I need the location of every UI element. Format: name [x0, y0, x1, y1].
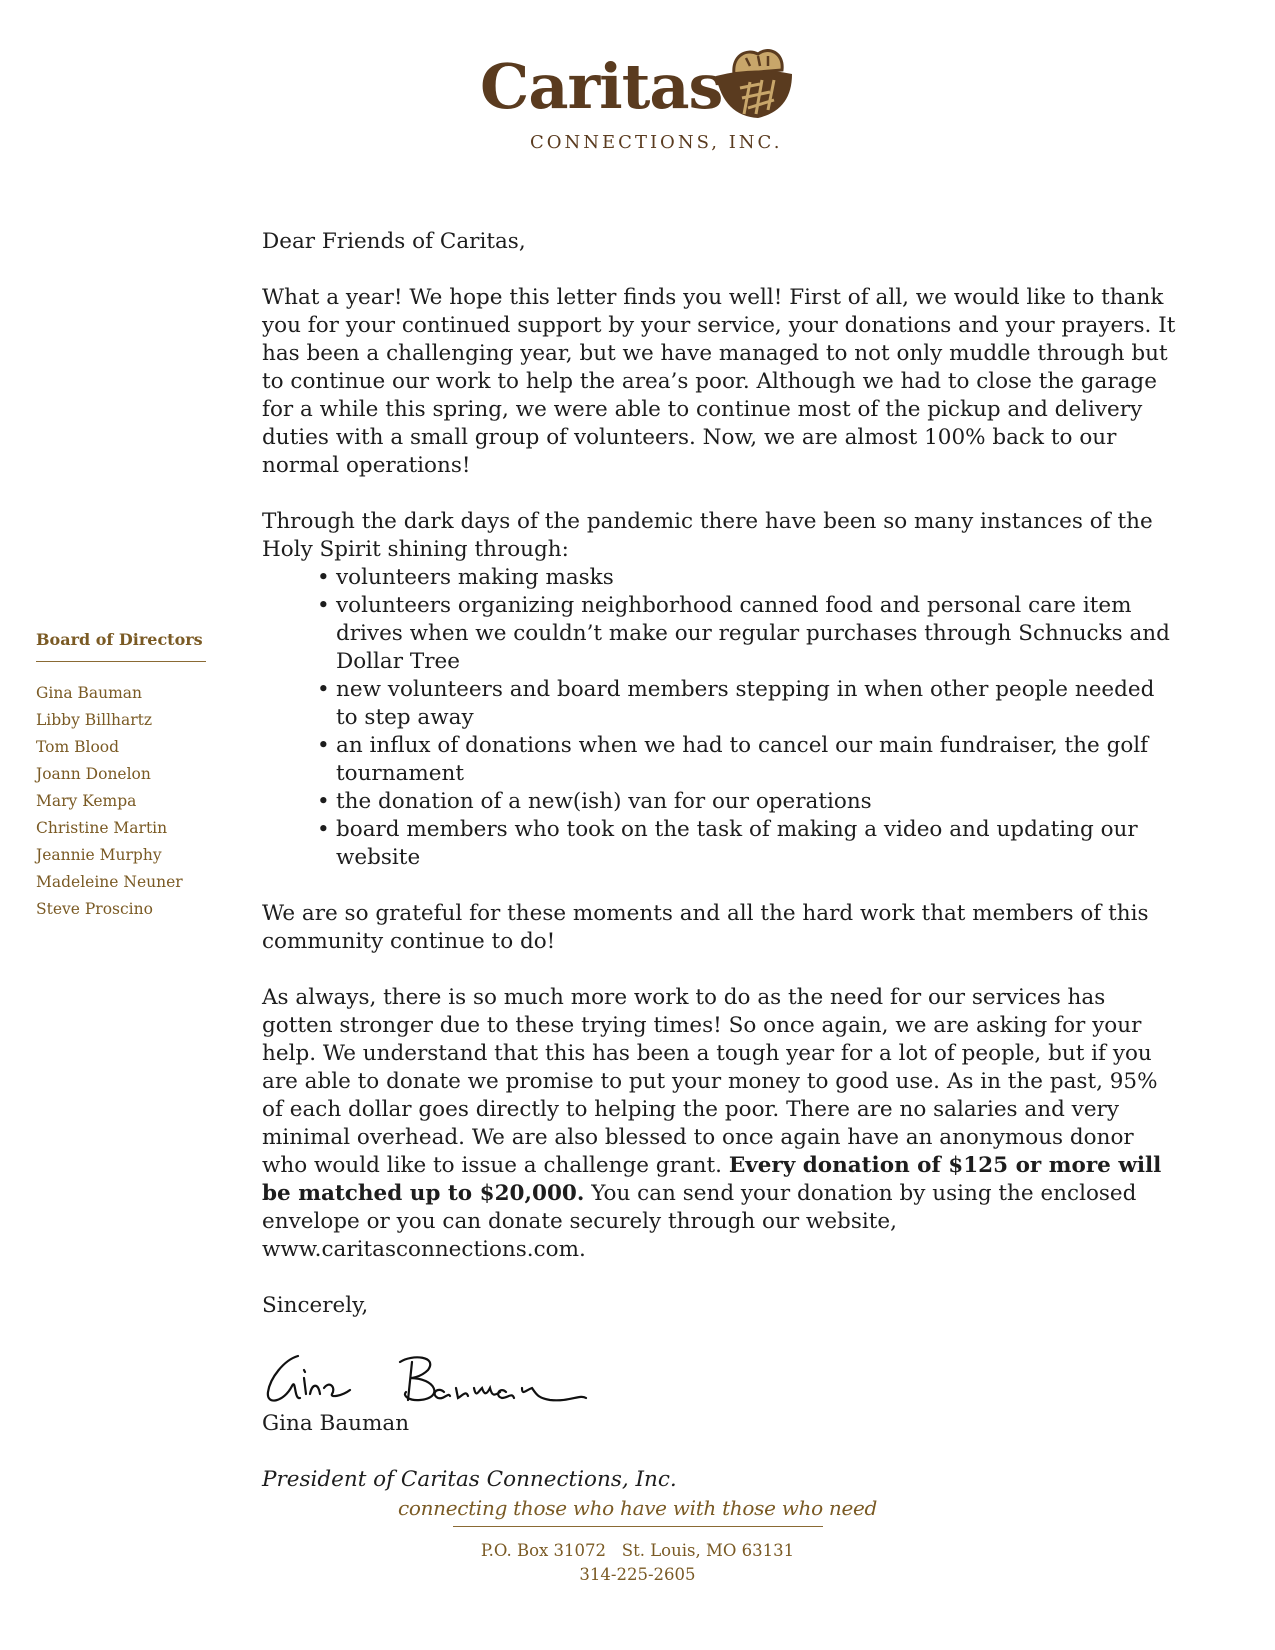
phone-number: 314-225-2605 — [579, 1565, 696, 1584]
signer-name: Gina Bauman — [262, 1411, 410, 1436]
list-item: • volunteers making masks — [315, 564, 1182, 592]
closing: Sincerely, — [262, 1293, 369, 1318]
board-member: Jeannie Murphy — [36, 846, 162, 864]
board-title: Board of Directors — [36, 630, 203, 649]
letterhead-footer — [0, 1496, 1275, 1587]
paragraph-appeal — [262, 984, 1182, 1264]
caritas-logo — [480, 44, 800, 154]
paragraph-opening: What a year! We hope this letter finds you well! First of all, we would like to thank you for your continued support by your service, your donations and your prayers. It has been a challenging year, but we have managed to not only muddle through but to continue our work to help the area’s poor. Although we had to close the garage for a while this spring, we were able to continue most of the pickup and delivery duties with a small group of volunteers. Now, we are almost 100% back to our normal operations! — [262, 285, 1176, 478]
matching-grant-callout: Every donation of $125 or more will be matched up to $20,000. — [262, 1153, 1162, 1206]
board-member: Steve Proscino — [36, 900, 153, 918]
logo-subtitle: CONNECTIONS, INC. — [530, 132, 783, 153]
board-member: Gina Bauman — [36, 684, 143, 702]
board-member: Tom Blood — [36, 738, 120, 756]
list-item: • new volunteers and board members stepping in when other people needed to step away — [315, 676, 1182, 732]
footer-divider — [453, 1526, 823, 1527]
blessings-list — [262, 564, 1182, 872]
logo-wordmark: Caritas — [480, 50, 723, 123]
paragraph-pandemic-intro: Through the dark days of the pandemic there have been so many instances of the Holy Spirit shining through: — [262, 509, 1153, 562]
mailing-address: P.O. Box 31072 St. Louis, MO 63131 — [480, 1541, 795, 1560]
board-of-directors — [36, 630, 206, 923]
bread-basket-icon — [712, 44, 796, 124]
list-item: • volunteers organizing neighborhood canned food and personal care item drives when we couldn’t make our regular purchases through Schnucks and Dollar Tree — [315, 592, 1182, 676]
board-member: Joann Donelon — [36, 765, 151, 783]
list-item: • the donation of a new(ish) van for our operations — [315, 788, 1182, 816]
board-member: Christine Martin — [36, 819, 168, 837]
list-item: • board members who took on the task of making a video and updating our website — [315, 816, 1182, 872]
tagline: connecting those who have with those who need — [397, 1496, 878, 1520]
board-member-list — [36, 680, 206, 923]
donation-instructions: You can send your donation by using the enclosed envelope or you can donate securely through our website, www.caritasconnections.com. — [262, 1181, 1137, 1262]
letter-body — [262, 228, 1182, 1522]
board-member: Libby Billhartz — [36, 711, 153, 729]
board-member: Mary Kempa — [36, 792, 137, 810]
handwritten-signature — [260, 1348, 620, 1410]
salutation: Dear Friends of Caritas, — [262, 229, 526, 254]
appeal-text: As always, there is so much more work to do as the need for our services has gotten stronger due to these trying times! So once again, we are asking for your help. We understand that this has been a tough year for a lot of people, but if you are able to donate we promise to put your money to good use. As in the past, 95% of each dollar goes directly to helping the poor. There are no salaries and very minimal overhead. We are also blessed to once again have an anonymous donor who would like to issue a challenge grant. — [262, 985, 1158, 1178]
list-item: • an influx of donations when we had to cancel our main fundraiser, the golf tournament — [315, 732, 1182, 788]
paragraph-gratitude: We are so grateful for these moments and all the hard work that members of this community continue to do! — [262, 901, 1149, 954]
board-divider — [36, 661, 206, 662]
board-member: Madeleine Neuner — [36, 873, 183, 891]
signer-title: President of Caritas Connections, Inc. — [262, 1467, 677, 1492]
